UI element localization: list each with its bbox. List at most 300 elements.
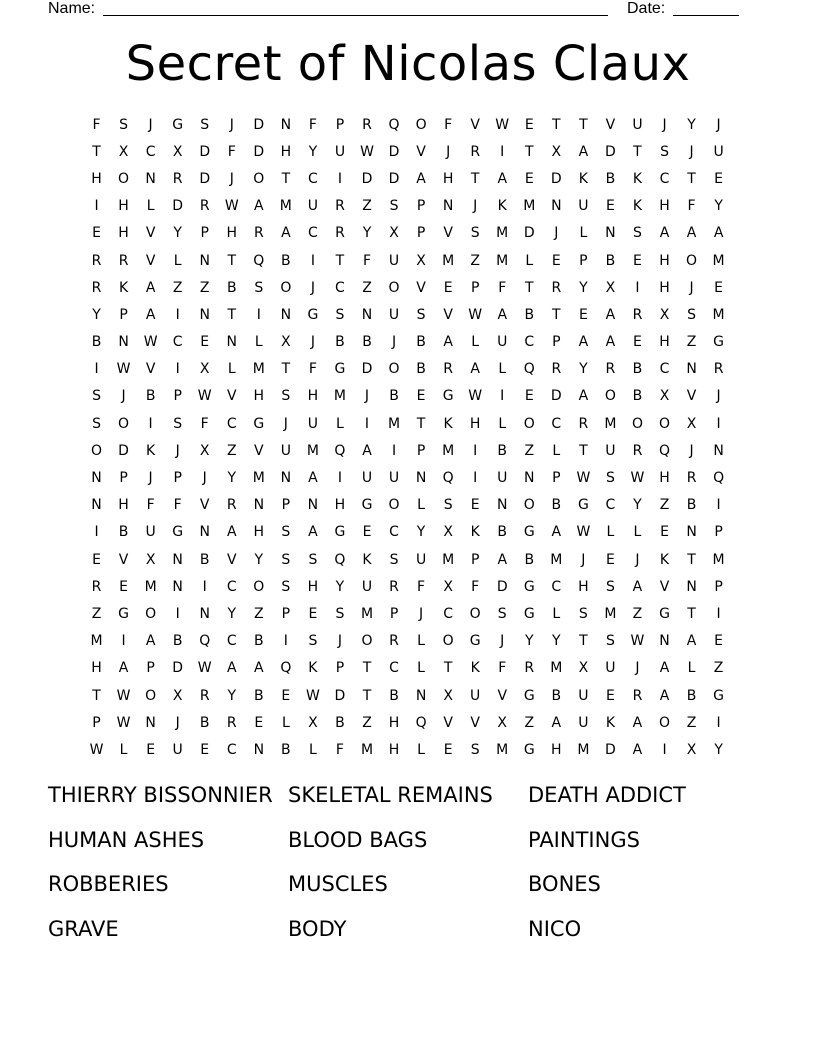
grid-letter[interactable]: F [687, 198, 696, 215]
grid-letter[interactable]: R [118, 252, 129, 269]
grid-letter[interactable]: Z [172, 279, 183, 296]
grid-letter[interactable]: U [307, 198, 319, 215]
grid-letter[interactable]: B [389, 388, 399, 405]
grid-letter[interactable]: N [226, 334, 237, 351]
grid-letter[interactable]: E [200, 334, 210, 351]
grid-letter[interactable]: L [417, 497, 425, 514]
grid-letter[interactable]: A [713, 225, 724, 242]
grid-letter[interactable]: O [118, 415, 130, 432]
grid-letter[interactable]: I [175, 605, 180, 622]
grid-letter[interactable]: E [633, 334, 642, 351]
grid-letter[interactable]: N [145, 714, 156, 731]
grid-letter[interactable]: S [308, 633, 318, 650]
grid-letter[interactable]: B [281, 741, 291, 758]
grid-letter[interactable]: L [525, 252, 534, 269]
grid-letter[interactable]: H [551, 741, 562, 758]
grid-letter[interactable]: W [116, 687, 131, 704]
grid-letter[interactable]: X [172, 143, 183, 160]
grid-letter[interactable]: T [552, 116, 561, 133]
grid-letter[interactable]: E [443, 741, 453, 758]
grid-letter[interactable]: K [146, 442, 156, 459]
grid-letter[interactable]: R [362, 116, 372, 133]
grid-letter[interactable]: A [551, 524, 562, 541]
grid-letter[interactable]: E [119, 578, 128, 595]
grid-letter[interactable]: M [279, 198, 292, 215]
grid-letter[interactable]: L [606, 524, 615, 541]
grid-letter[interactable]: E [524, 388, 534, 405]
grid-letter[interactable]: N [172, 578, 183, 595]
grid-letter[interactable]: L [552, 442, 561, 459]
grid-letter[interactable]: V [226, 388, 237, 405]
grid-letter[interactable]: B [362, 334, 372, 351]
grid-letter[interactable]: J [500, 633, 505, 650]
grid-letter[interactable]: C [551, 415, 562, 432]
grid-letter[interactable]: I [310, 252, 315, 269]
grid-letter[interactable]: V [443, 714, 453, 731]
grid-letter[interactable]: P [173, 388, 182, 405]
grid-letter[interactable]: J [175, 714, 180, 731]
grid-letter[interactable]: A [578, 388, 589, 405]
grid-letter[interactable]: M [442, 551, 455, 568]
grid-letter[interactable]: N [199, 605, 210, 622]
grid-letter[interactable]: N [280, 470, 292, 487]
grid-letter[interactable]: O [280, 279, 292, 296]
grid-letter[interactable]: O [469, 605, 481, 622]
grid-letter[interactable]: I [716, 714, 721, 731]
grid-letter[interactable]: S [173, 415, 183, 432]
grid-letter[interactable]: S [605, 633, 615, 650]
grid-letter[interactable]: X [686, 415, 697, 432]
grid-letter[interactable]: M [577, 741, 590, 758]
grid-letter[interactable]: A [659, 660, 670, 677]
grid-letter[interactable]: V [686, 388, 697, 405]
grid-letter[interactable]: J [175, 442, 180, 459]
grid-letter[interactable]: I [175, 306, 180, 323]
grid-letter[interactable]: R [632, 442, 643, 459]
grid-letter[interactable]: N [713, 442, 724, 459]
grid-letter[interactable]: C [389, 524, 399, 541]
grid-letter[interactable]: A [226, 524, 237, 541]
grid-letter[interactable]: W [360, 143, 374, 160]
grid-letter[interactable]: X [118, 143, 129, 160]
grid-letter[interactable]: B [686, 687, 697, 704]
grid-letter[interactable]: K [659, 551, 670, 568]
grid-letter[interactable]: J [310, 279, 315, 296]
grid-letter[interactable]: G [713, 334, 725, 351]
grid-letter[interactable]: U [497, 334, 508, 351]
grid-letter[interactable]: R [199, 198, 210, 215]
grid-letter[interactable]: A [632, 741, 643, 758]
grid-letter[interactable]: W [197, 388, 212, 405]
grid-letter[interactable]: P [146, 660, 155, 677]
grid-letter[interactable]: L [336, 415, 344, 432]
grid-letter[interactable]: P [119, 306, 128, 323]
grid-letter[interactable]: W [576, 470, 591, 487]
grid-letter[interactable]: T [335, 252, 345, 269]
grid-letter[interactable]: U [605, 442, 616, 459]
grid-letter[interactable]: C [659, 170, 670, 187]
grid-letter[interactable]: G [361, 497, 373, 514]
grid-letter[interactable]: A [497, 170, 508, 187]
grid-letter[interactable]: X [199, 442, 210, 459]
grid-letter[interactable]: E [660, 524, 669, 541]
grid-letter[interactable]: A [497, 306, 508, 323]
grid-letter[interactable]: X [659, 306, 670, 323]
grid-letter[interactable]: T [362, 660, 372, 677]
grid-letter[interactable]: Z [199, 279, 210, 296]
grid-letter[interactable]: W [495, 116, 510, 133]
grid-letter[interactable]: S [389, 198, 399, 215]
grid-letter[interactable]: S [389, 551, 399, 568]
grid-letter[interactable]: O [604, 388, 616, 405]
grid-letter[interactable]: U [578, 687, 589, 704]
grid-letter[interactable]: R [632, 306, 643, 323]
grid-letter[interactable]: H [388, 714, 400, 731]
grid-letter[interactable]: M [550, 660, 563, 677]
grid-letter[interactable]: P [335, 660, 345, 677]
grid-letter[interactable]: H [659, 279, 670, 296]
grid-letter[interactable]: E [281, 687, 291, 704]
grid-letter[interactable]: G [469, 633, 481, 650]
grid-letter[interactable]: C [226, 578, 237, 595]
grid-letter[interactable]: A [686, 633, 697, 650]
grid-letter[interactable]: R [524, 660, 535, 677]
grid-letter[interactable]: X [605, 279, 616, 296]
grid-letter[interactable]: E [524, 116, 534, 133]
grid-letter[interactable]: B [118, 524, 129, 541]
grid-letter[interactable]: K [443, 415, 453, 432]
grid-letter[interactable]: U [470, 687, 481, 704]
grid-letter[interactable]: V [470, 714, 480, 731]
grid-letter[interactable]: X [443, 524, 453, 541]
grid-letter[interactable]: H [118, 497, 129, 514]
grid-letter[interactable]: M [252, 361, 265, 378]
grid-letter[interactable]: E [92, 225, 101, 242]
grid-letter[interactable]: M [523, 198, 536, 215]
grid-letter[interactable]: H [334, 497, 346, 514]
grid-letter[interactable]: W [576, 524, 591, 541]
grid-letter[interactable]: F [444, 116, 453, 133]
grid-letter[interactable]: T [633, 143, 642, 160]
grid-letter[interactable]: A [605, 306, 616, 323]
grid-letter[interactable]: A [254, 660, 264, 677]
grid-letter[interactable]: M [306, 442, 319, 459]
grid-letter[interactable]: T [687, 605, 696, 622]
grid-letter[interactable]: L [471, 334, 480, 351]
grid-letter[interactable]: D [388, 143, 400, 160]
grid-letter[interactable]: M [712, 252, 725, 269]
grid-letter[interactable]: R [605, 361, 616, 378]
grid-letter[interactable]: C [308, 170, 318, 187]
grid-letter[interactable]: R [226, 714, 237, 731]
grid-letter[interactable]: F [335, 741, 344, 758]
grid-letter[interactable]: X [389, 225, 399, 242]
grid-letter[interactable]: P [552, 334, 561, 351]
grid-letter[interactable]: R [335, 225, 345, 242]
grid-letter[interactable]: H [118, 198, 129, 215]
grid-letter[interactable]: P [714, 578, 723, 595]
grid-letter[interactable]: J [148, 116, 153, 133]
grid-letter[interactable]: T [443, 660, 453, 677]
grid-letter[interactable]: J [446, 143, 451, 160]
grid-letter[interactable]: N [145, 170, 156, 187]
grid-letter[interactable]: R [199, 687, 210, 704]
grid-letter[interactable]: G [334, 524, 346, 541]
grid-letter[interactable]: H [659, 334, 670, 351]
grid-letter[interactable]: R [172, 170, 183, 187]
grid-letter[interactable]: I [202, 578, 207, 595]
grid-letter[interactable]: W [143, 334, 158, 351]
grid-letter[interactable]: C [659, 361, 670, 378]
grid-letter[interactable]: V [416, 279, 426, 296]
grid-letter[interactable]: A [145, 306, 156, 323]
grid-letter[interactable]: H [442, 170, 454, 187]
grid-letter[interactable]: V [659, 578, 670, 595]
grid-letter[interactable]: Z [470, 252, 480, 269]
grid-letter[interactable]: T [687, 170, 696, 187]
grid-letter[interactable]: O [442, 633, 454, 650]
grid-letter[interactable]: G [172, 116, 184, 133]
grid-letter[interactable]: X [551, 143, 562, 160]
grid-letter[interactable]: U [415, 551, 427, 568]
grid-letter[interactable]: O [118, 170, 130, 187]
grid-letter[interactable]: I [716, 415, 721, 432]
grid-letter[interactable]: B [226, 279, 237, 296]
grid-letter[interactable]: L [254, 334, 263, 351]
grid-letter[interactable]: T [579, 633, 588, 650]
grid-letter[interactable]: B [524, 306, 535, 323]
grid-letter[interactable]: T [227, 306, 237, 323]
grid-letter[interactable]: A [659, 225, 670, 242]
grid-letter[interactable]: P [335, 116, 345, 133]
grid-letter[interactable]: S [443, 497, 453, 514]
grid-letter[interactable]: B [524, 551, 535, 568]
grid-letter[interactable]: P [579, 252, 588, 269]
name-blank-line[interactable] [103, 15, 608, 16]
grid-letter[interactable]: I [337, 470, 343, 487]
grid-letter[interactable]: H [659, 252, 670, 269]
grid-letter[interactable]: T [416, 415, 426, 432]
grid-letter[interactable]: M [496, 252, 509, 269]
grid-letter[interactable]: V [145, 225, 156, 242]
grid-letter[interactable]: Q [658, 442, 671, 459]
grid-letter[interactable]: J [202, 470, 207, 487]
grid-letter[interactable]: Z [362, 279, 372, 296]
grid-letter[interactable]: S [281, 578, 291, 595]
grid-letter[interactable]: T [579, 442, 588, 459]
grid-letter[interactable]: Z [713, 660, 724, 677]
grid-letter[interactable]: M [496, 741, 509, 758]
grid-letter[interactable]: A [118, 660, 129, 677]
grid-letter[interactable]: P [119, 470, 128, 487]
grid-letter[interactable]: X [497, 714, 508, 731]
grid-letter[interactable]: C [145, 143, 156, 160]
grid-letter[interactable]: T [281, 170, 291, 187]
grid-letter[interactable]: F [308, 116, 317, 133]
grid-letter[interactable]: V [443, 306, 453, 323]
grid-letter[interactable]: T [281, 361, 291, 378]
grid-letter[interactable]: J [662, 116, 667, 133]
grid-letter[interactable]: M [252, 470, 265, 487]
grid-letter[interactable]: N [199, 252, 210, 269]
grid-letter[interactable]: R [632, 687, 643, 704]
grid-letter[interactable]: G [713, 687, 725, 704]
grid-letter[interactable]: U [307, 415, 319, 432]
grid-letter[interactable]: Z [524, 714, 535, 731]
grid-letter[interactable]: W [468, 388, 483, 405]
grid-letter[interactable]: Y [714, 198, 723, 215]
grid-letter[interactable]: T [552, 306, 561, 323]
grid-letter[interactable]: B [145, 388, 156, 405]
grid-letter[interactable]: N [307, 497, 319, 514]
grid-letter[interactable]: I [337, 170, 343, 187]
grid-letter[interactable]: N [253, 497, 265, 514]
grid-letter[interactable]: P [173, 470, 182, 487]
grid-letter[interactable]: J [581, 551, 586, 568]
grid-letter[interactable]: A [497, 551, 508, 568]
grid-letter[interactable]: F [417, 578, 426, 595]
grid-letter[interactable]: N [199, 306, 210, 323]
grid-letter[interactable]: F [146, 497, 155, 514]
grid-letter[interactable]: E [200, 741, 210, 758]
grid-letter[interactable]: S [416, 306, 426, 323]
grid-letter[interactable]: N [605, 225, 616, 242]
grid-letter[interactable]: Q [280, 660, 292, 677]
grid-letter[interactable]: Y [362, 225, 372, 242]
grid-letter[interactable]: N [496, 497, 508, 514]
grid-letter[interactable]: K [470, 524, 480, 541]
grid-letter[interactable]: E [308, 605, 318, 622]
grid-letter[interactable]: K [578, 170, 588, 187]
grid-letter[interactable]: W [468, 306, 483, 323]
grid-letter[interactable]: E [416, 388, 426, 405]
grid-letter[interactable]: D [605, 741, 616, 758]
grid-letter[interactable]: U [280, 442, 291, 459]
grid-letter[interactable]: V [145, 361, 156, 378]
grid-letter[interactable]: L [281, 714, 290, 731]
grid-letter[interactable]: B [551, 497, 562, 514]
grid-letter[interactable]: Q [334, 551, 346, 568]
grid-letter[interactable]: W [116, 714, 131, 731]
grid-letter[interactable]: C [443, 605, 454, 622]
grid-letter[interactable]: M [442, 442, 455, 459]
grid-letter[interactable]: K [632, 198, 643, 215]
grid-letter[interactable]: U [388, 252, 400, 269]
grid-letter[interactable]: J [635, 660, 640, 677]
grid-letter[interactable]: V [470, 116, 480, 133]
grid-letter[interactable]: D [550, 170, 562, 187]
grid-letter[interactable]: B [497, 442, 508, 459]
grid-letter[interactable]: I [364, 415, 370, 432]
grid-letter[interactable]: B [91, 334, 102, 351]
grid-letter[interactable]: G [523, 578, 535, 595]
grid-letter[interactable]: R [389, 633, 399, 650]
grid-letter[interactable]: D [388, 170, 400, 187]
grid-letter[interactable]: I [473, 470, 478, 487]
grid-letter[interactable]: A [362, 442, 372, 459]
grid-letter[interactable]: N [551, 198, 562, 215]
grid-letter[interactable]: J [689, 143, 694, 160]
grid-letter[interactable]: V [443, 225, 453, 242]
grid-letter[interactable]: L [119, 741, 128, 758]
grid-letter[interactable]: K [308, 660, 318, 677]
grid-letter[interactable]: V [118, 551, 129, 568]
grid-letter[interactable]: M [496, 225, 509, 242]
grid-letter[interactable]: P [416, 198, 426, 215]
grid-letter[interactable]: F [92, 116, 101, 133]
grid-letter[interactable]: P [200, 225, 209, 242]
grid-letter[interactable]: D [172, 198, 184, 215]
grid-letter[interactable]: P [714, 524, 723, 541]
grid-letter[interactable]: G [253, 415, 265, 432]
grid-letter[interactable]: O [523, 415, 535, 432]
grid-letter[interactable]: P [470, 551, 480, 568]
grid-letter[interactable]: H [307, 578, 319, 595]
grid-letter[interactable]: N [280, 116, 292, 133]
grid-letter[interactable]: J [283, 415, 288, 432]
grid-letter[interactable]: C [226, 633, 237, 650]
grid-letter[interactable]: G [659, 605, 670, 622]
grid-letter[interactable]: E [524, 170, 534, 187]
grid-letter[interactable]: I [94, 524, 99, 541]
date-blank-line[interactable] [673, 15, 739, 16]
grid-letter[interactable]: T [227, 252, 237, 269]
grid-letter[interactable]: R [389, 578, 399, 595]
grid-letter[interactable]: Y [416, 524, 426, 541]
grid-letter[interactable]: R [713, 361, 724, 378]
grid-letter[interactable]: I [256, 306, 261, 323]
grid-letter[interactable]: L [417, 633, 425, 650]
grid-letter[interactable]: A [632, 714, 643, 731]
grid-letter[interactable]: A [632, 578, 643, 595]
grid-letter[interactable]: L [308, 741, 317, 758]
grid-letter[interactable]: I [500, 388, 505, 405]
grid-letter[interactable]: D [199, 143, 211, 160]
grid-letter[interactable]: K [470, 660, 480, 677]
grid-letter[interactable]: H [388, 741, 400, 758]
grid-letter[interactable]: H [307, 388, 319, 405]
grid-letter[interactable]: V [254, 442, 264, 459]
grid-letter[interactable]: U [361, 470, 373, 487]
grid-letter[interactable]: J [554, 225, 559, 242]
grid-letter[interactable]: P [416, 442, 426, 459]
grid-letter[interactable]: A [308, 470, 318, 487]
grid-letter[interactable]: B [551, 687, 562, 704]
grid-letter[interactable]: Z [686, 714, 697, 731]
grid-letter[interactable]: D [523, 225, 535, 242]
grid-letter[interactable]: B [335, 334, 345, 351]
grid-letter[interactable]: B [632, 388, 643, 405]
grid-letter[interactable]: I [500, 143, 505, 160]
grid-letter[interactable]: U [605, 660, 616, 677]
grid-letter[interactable]: J [229, 116, 234, 133]
grid-letter[interactable]: A [145, 633, 156, 650]
grid-letter[interactable]: G [172, 524, 184, 541]
grid-letter[interactable]: A [578, 334, 589, 351]
grid-letter[interactable]: B [497, 524, 508, 541]
grid-letter[interactable]: B [281, 252, 291, 269]
grid-letter[interactable]: N [172, 551, 183, 568]
grid-letter[interactable]: M [90, 633, 103, 650]
grid-letter[interactable]: X [145, 551, 156, 568]
grid-letter[interactable]: I [148, 415, 153, 432]
grid-letter[interactable]: H [280, 143, 292, 160]
grid-letter[interactable]: S [497, 605, 507, 622]
grid-letter[interactable]: K [362, 551, 372, 568]
grid-letter[interactable]: Z [686, 334, 697, 351]
grid-letter[interactable]: N [91, 470, 102, 487]
grid-letter[interactable]: U [334, 143, 346, 160]
